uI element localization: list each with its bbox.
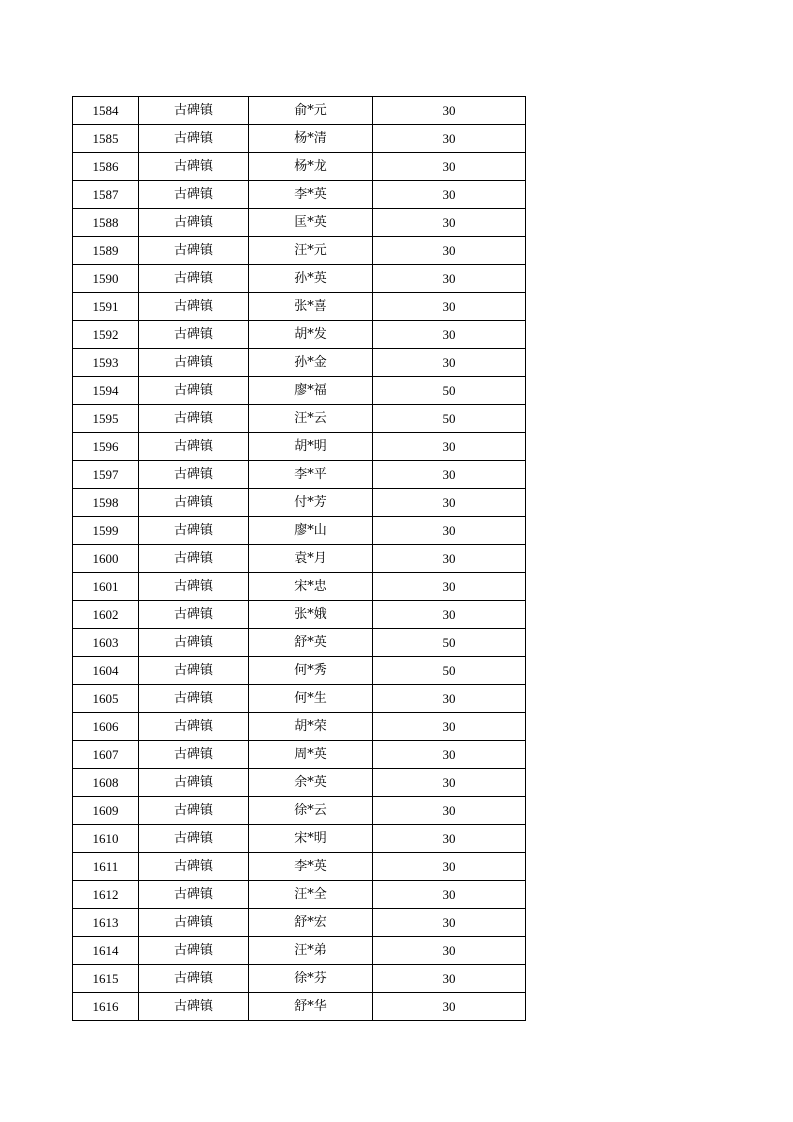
amount-cell: 30 bbox=[373, 937, 526, 965]
amount-cell: 30 bbox=[373, 349, 526, 377]
name-cell: 舒*华 bbox=[249, 993, 373, 1021]
amount-cell: 30 bbox=[373, 853, 526, 881]
town-cell: 古碑镇 bbox=[139, 797, 249, 825]
table-row bbox=[73, 517, 526, 545]
amount-cell: 30 bbox=[373, 741, 526, 769]
name-cell: 舒*英 bbox=[249, 629, 373, 657]
name-cell: 孙*金 bbox=[249, 349, 373, 377]
amount-cell: 30 bbox=[373, 209, 526, 237]
name-cell: 胡*明 bbox=[249, 433, 373, 461]
name-cell: 胡*荣 bbox=[249, 713, 373, 741]
table-row bbox=[73, 601, 526, 629]
town-cell: 古碑镇 bbox=[139, 601, 249, 629]
town-cell: 古碑镇 bbox=[139, 937, 249, 965]
town-cell: 古碑镇 bbox=[139, 321, 249, 349]
row-number-cell: 1605 bbox=[73, 685, 139, 713]
table-body bbox=[73, 97, 526, 1021]
town-cell: 古碑镇 bbox=[139, 349, 249, 377]
row-number-cell: 1616 bbox=[73, 993, 139, 1021]
amount-cell: 30 bbox=[373, 293, 526, 321]
amount-cell: 30 bbox=[373, 713, 526, 741]
table-row bbox=[73, 825, 526, 853]
table-row bbox=[73, 769, 526, 797]
town-cell: 古碑镇 bbox=[139, 909, 249, 937]
town-cell: 古碑镇 bbox=[139, 433, 249, 461]
row-number-cell: 1615 bbox=[73, 965, 139, 993]
amount-cell: 30 bbox=[373, 685, 526, 713]
name-cell: 李*平 bbox=[249, 461, 373, 489]
row-number-cell: 1598 bbox=[73, 489, 139, 517]
town-cell: 古碑镇 bbox=[139, 629, 249, 657]
town-cell: 古碑镇 bbox=[139, 293, 249, 321]
row-number-cell: 1604 bbox=[73, 657, 139, 685]
name-cell: 孙*英 bbox=[249, 265, 373, 293]
name-cell: 张*喜 bbox=[249, 293, 373, 321]
name-cell: 廖*山 bbox=[249, 517, 373, 545]
amount-cell: 30 bbox=[373, 965, 526, 993]
row-number-cell: 1592 bbox=[73, 321, 139, 349]
town-cell: 古碑镇 bbox=[139, 741, 249, 769]
town-cell: 古碑镇 bbox=[139, 769, 249, 797]
amount-cell: 30 bbox=[373, 265, 526, 293]
table-row bbox=[73, 265, 526, 293]
town-cell: 古碑镇 bbox=[139, 461, 249, 489]
table-row bbox=[73, 237, 526, 265]
row-number-cell: 1590 bbox=[73, 265, 139, 293]
name-cell: 俞*元 bbox=[249, 97, 373, 125]
amount-cell: 30 bbox=[373, 573, 526, 601]
town-cell: 古碑镇 bbox=[139, 713, 249, 741]
row-number-cell: 1608 bbox=[73, 769, 139, 797]
table-row bbox=[73, 741, 526, 769]
table-row bbox=[73, 209, 526, 237]
table-row bbox=[73, 97, 526, 125]
row-number-cell: 1607 bbox=[73, 741, 139, 769]
row-number-cell: 1599 bbox=[73, 517, 139, 545]
name-cell: 宋*明 bbox=[249, 825, 373, 853]
table-row bbox=[73, 573, 526, 601]
row-number-cell: 1601 bbox=[73, 573, 139, 601]
name-cell: 廖*福 bbox=[249, 377, 373, 405]
amount-cell: 30 bbox=[373, 517, 526, 545]
row-number-cell: 1600 bbox=[73, 545, 139, 573]
name-cell: 徐*芬 bbox=[249, 965, 373, 993]
table-row bbox=[73, 349, 526, 377]
row-number-cell: 1614 bbox=[73, 937, 139, 965]
data-table bbox=[72, 96, 526, 1021]
row-number-cell: 1593 bbox=[73, 349, 139, 377]
row-number-cell: 1587 bbox=[73, 181, 139, 209]
town-cell: 古碑镇 bbox=[139, 685, 249, 713]
name-cell: 杨*清 bbox=[249, 125, 373, 153]
name-cell: 何*生 bbox=[249, 685, 373, 713]
town-cell: 古碑镇 bbox=[139, 153, 249, 181]
town-cell: 古碑镇 bbox=[139, 125, 249, 153]
amount-cell: 30 bbox=[373, 97, 526, 125]
row-number-cell: 1591 bbox=[73, 293, 139, 321]
amount-cell: 30 bbox=[373, 489, 526, 517]
table-row bbox=[73, 433, 526, 461]
table-row bbox=[73, 405, 526, 433]
name-cell: 宋*忠 bbox=[249, 573, 373, 601]
table-row bbox=[73, 461, 526, 489]
amount-cell: 50 bbox=[373, 657, 526, 685]
row-number-cell: 1611 bbox=[73, 853, 139, 881]
town-cell: 古碑镇 bbox=[139, 489, 249, 517]
amount-cell: 30 bbox=[373, 237, 526, 265]
town-cell: 古碑镇 bbox=[139, 405, 249, 433]
table-row bbox=[73, 853, 526, 881]
amount-cell: 30 bbox=[373, 461, 526, 489]
row-number-cell: 1610 bbox=[73, 825, 139, 853]
name-cell: 汪*云 bbox=[249, 405, 373, 433]
amount-cell: 30 bbox=[373, 545, 526, 573]
table-row bbox=[73, 125, 526, 153]
amount-cell: 30 bbox=[373, 601, 526, 629]
amount-cell: 30 bbox=[373, 993, 526, 1021]
amount-cell: 50 bbox=[373, 377, 526, 405]
amount-cell: 30 bbox=[373, 321, 526, 349]
name-cell: 周*英 bbox=[249, 741, 373, 769]
row-number-cell: 1586 bbox=[73, 153, 139, 181]
table-row bbox=[73, 321, 526, 349]
table-row bbox=[73, 181, 526, 209]
town-cell: 古碑镇 bbox=[139, 825, 249, 853]
name-cell: 余*英 bbox=[249, 769, 373, 797]
name-cell: 胡*发 bbox=[249, 321, 373, 349]
table-row bbox=[73, 909, 526, 937]
name-cell: 徐*云 bbox=[249, 797, 373, 825]
table-row bbox=[73, 993, 526, 1021]
table-row bbox=[73, 489, 526, 517]
amount-cell: 30 bbox=[373, 153, 526, 181]
row-number-cell: 1613 bbox=[73, 909, 139, 937]
row-number-cell: 1589 bbox=[73, 237, 139, 265]
name-cell: 李*英 bbox=[249, 853, 373, 881]
table-row bbox=[73, 293, 526, 321]
name-cell: 汪*全 bbox=[249, 881, 373, 909]
amount-cell: 30 bbox=[373, 433, 526, 461]
name-cell: 张*娥 bbox=[249, 601, 373, 629]
table-row bbox=[73, 685, 526, 713]
town-cell: 古碑镇 bbox=[139, 181, 249, 209]
row-number-cell: 1584 bbox=[73, 97, 139, 125]
amount-cell: 30 bbox=[373, 769, 526, 797]
table-row bbox=[73, 153, 526, 181]
row-number-cell: 1612 bbox=[73, 881, 139, 909]
name-cell: 付*芳 bbox=[249, 489, 373, 517]
town-cell: 古碑镇 bbox=[139, 97, 249, 125]
amount-cell: 30 bbox=[373, 797, 526, 825]
row-number-cell: 1588 bbox=[73, 209, 139, 237]
amount-cell: 30 bbox=[373, 181, 526, 209]
amount-cell: 50 bbox=[373, 629, 526, 657]
table-row bbox=[73, 881, 526, 909]
table-row bbox=[73, 629, 526, 657]
row-number-cell: 1609 bbox=[73, 797, 139, 825]
amount-cell: 30 bbox=[373, 125, 526, 153]
amount-cell: 30 bbox=[373, 881, 526, 909]
table-row bbox=[73, 657, 526, 685]
name-cell: 匡*英 bbox=[249, 209, 373, 237]
town-cell: 古碑镇 bbox=[139, 965, 249, 993]
table-row bbox=[73, 377, 526, 405]
town-cell: 古碑镇 bbox=[139, 545, 249, 573]
amount-cell: 50 bbox=[373, 405, 526, 433]
town-cell: 古碑镇 bbox=[139, 265, 249, 293]
row-number-cell: 1602 bbox=[73, 601, 139, 629]
amount-cell: 30 bbox=[373, 825, 526, 853]
town-cell: 古碑镇 bbox=[139, 573, 249, 601]
row-number-cell: 1585 bbox=[73, 125, 139, 153]
name-cell: 李*英 bbox=[249, 181, 373, 209]
row-number-cell: 1594 bbox=[73, 377, 139, 405]
name-cell: 何*秀 bbox=[249, 657, 373, 685]
table-row bbox=[73, 713, 526, 741]
name-cell: 杨*龙 bbox=[249, 153, 373, 181]
name-cell: 汪*弟 bbox=[249, 937, 373, 965]
town-cell: 古碑镇 bbox=[139, 209, 249, 237]
name-cell: 汪*元 bbox=[249, 237, 373, 265]
row-number-cell: 1596 bbox=[73, 433, 139, 461]
town-cell: 古碑镇 bbox=[139, 993, 249, 1021]
name-cell: 袁*月 bbox=[249, 545, 373, 573]
amount-cell: 30 bbox=[373, 909, 526, 937]
town-cell: 古碑镇 bbox=[139, 377, 249, 405]
table-row bbox=[73, 937, 526, 965]
table-row bbox=[73, 797, 526, 825]
town-cell: 古碑镇 bbox=[139, 517, 249, 545]
table-row bbox=[73, 965, 526, 993]
town-cell: 古碑镇 bbox=[139, 237, 249, 265]
name-cell: 舒*宏 bbox=[249, 909, 373, 937]
table-row bbox=[73, 545, 526, 573]
row-number-cell: 1606 bbox=[73, 713, 139, 741]
town-cell: 古碑镇 bbox=[139, 657, 249, 685]
row-number-cell: 1603 bbox=[73, 629, 139, 657]
town-cell: 古碑镇 bbox=[139, 853, 249, 881]
town-cell: 古碑镇 bbox=[139, 881, 249, 909]
row-number-cell: 1595 bbox=[73, 405, 139, 433]
row-number-cell: 1597 bbox=[73, 461, 139, 489]
